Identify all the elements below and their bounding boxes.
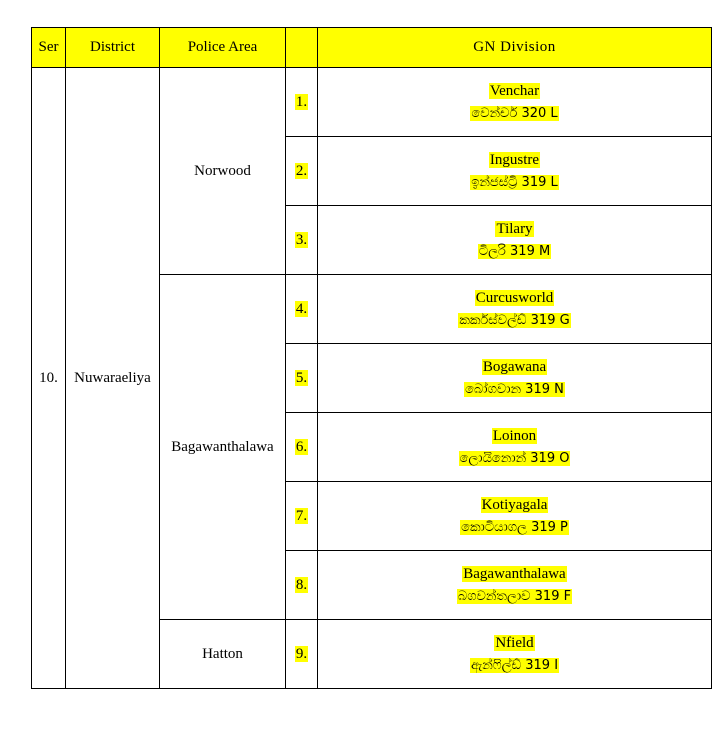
- row-number-cell: [286, 206, 318, 275]
- police-area-cell: Hatton: [160, 620, 286, 689]
- table-row: [32, 68, 712, 137]
- row-number-cell: [286, 275, 318, 344]
- gn-division-cell: [318, 275, 712, 344]
- row-number: 3.: [295, 231, 308, 248]
- gn-name-sinhala: බෝගවාන 319 N: [465, 381, 564, 397]
- gn-name-english: Venchar: [489, 82, 540, 99]
- gn-division-cell: [318, 206, 712, 275]
- gn-division-cell: [318, 620, 712, 689]
- gn-name-sinhala: ලොයිනොන් 319 O: [459, 450, 570, 466]
- gn-name-sinhala: වෙන්චර් 320 L: [471, 105, 558, 121]
- row-number-cell: [286, 620, 318, 689]
- row-number-cell: [286, 413, 318, 482]
- gn-name-sinhala: බගවන්තලාව 319 F: [457, 588, 572, 604]
- header-number: [286, 28, 318, 68]
- header-row: [32, 28, 712, 68]
- row-number: 4.: [295, 300, 308, 317]
- gn-name-english: Kotiyagala: [481, 496, 548, 513]
- row-number: 8.: [295, 576, 308, 593]
- gn-name-english: Curcusworld: [475, 289, 554, 306]
- gn-name-english: Nfield: [495, 634, 534, 651]
- gn-name-sinhala: කර්කස්වල්ඩ් 319 G: [459, 312, 570, 328]
- gn-name-english: Tilary: [496, 220, 533, 237]
- police-area-cell: Norwood: [160, 68, 286, 275]
- gn-division-cell: [318, 137, 712, 206]
- gn-name-english: Loinon: [492, 427, 537, 444]
- gn-name-sinhala: ඉන්ජස්ට්‍රි 319 L: [471, 174, 558, 190]
- header-ser: Ser: [32, 28, 66, 68]
- gn-division-cell: [318, 68, 712, 137]
- district-cell: Nuwaraeliya: [66, 68, 160, 689]
- row-number-cell: [286, 68, 318, 137]
- gn-name-english: Ingustre: [489, 151, 540, 168]
- row-number: 6.: [295, 438, 308, 455]
- gn-division-cell: [318, 482, 712, 551]
- row-number-cell: [286, 344, 318, 413]
- row-number-cell: [286, 551, 318, 620]
- gn-division-cell: [318, 551, 712, 620]
- police-area-cell: Bagawanthalawa: [160, 275, 286, 620]
- row-number: 1.: [295, 93, 308, 110]
- header-gn-division: GN Division: [318, 28, 712, 68]
- row-number: 2.: [295, 162, 308, 179]
- gn-name-sinhala: කොටියාගල 319 P: [461, 519, 568, 535]
- gn-division-cell: [318, 344, 712, 413]
- header-police-area: Police Area: [160, 28, 286, 68]
- gn-name-english: Bogawana: [482, 358, 547, 375]
- row-number: 9.: [295, 645, 308, 662]
- header-district: District: [66, 28, 160, 68]
- gn-name-sinhala: ටිලරි 319 M: [478, 243, 551, 259]
- row-number-cell: [286, 482, 318, 551]
- ser-cell: 10.: [32, 68, 66, 689]
- row-number: 7.: [295, 507, 308, 524]
- gn-name-sinhala: ඇන්ෆිල්ඩ් 319 I: [470, 657, 559, 673]
- row-number-cell: [286, 137, 318, 206]
- gn-name-english: Bagawanthalawa: [463, 565, 566, 582]
- row-number: 5.: [295, 369, 308, 386]
- gn-division-table: [31, 27, 712, 689]
- gn-division-cell: [318, 413, 712, 482]
